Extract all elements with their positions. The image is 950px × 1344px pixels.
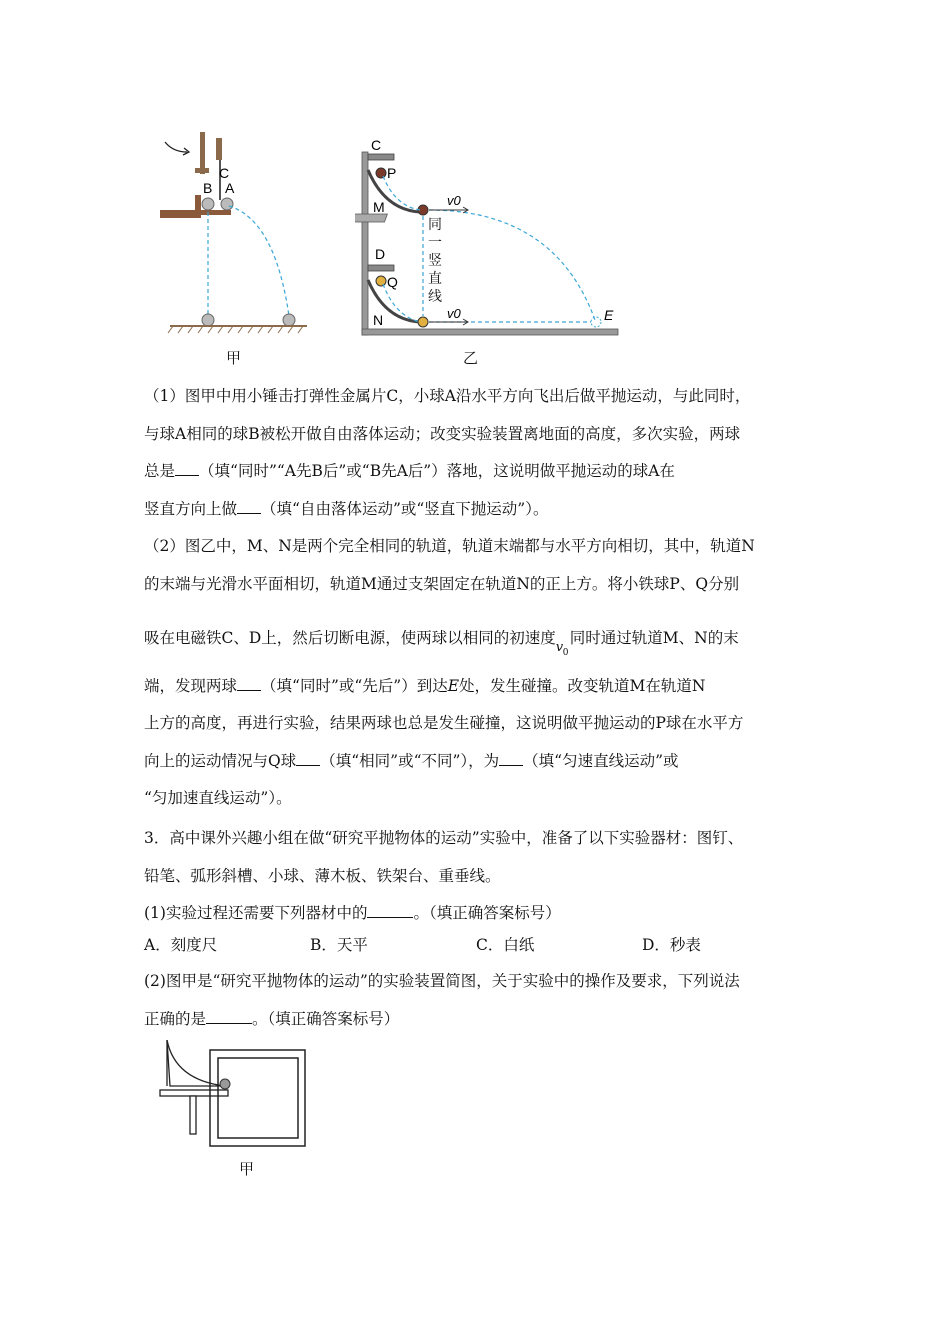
- point-e: E: [447, 676, 460, 695]
- label-d: D: [375, 246, 386, 262]
- label-v0-bottom: v0: [447, 306, 461, 321]
- text: 吸在电磁铁C、D上，然后切断电源，使两球以相同的初速度: [144, 629, 556, 647]
- label-p: P: [387, 165, 397, 181]
- option-c[interactable]: C．白纸: [476, 936, 535, 954]
- q2-part2-line4: [144, 668, 810, 706]
- label-e: E: [604, 307, 614, 323]
- q3-line1: 3．高中课外兴趣小组在做“研究平抛物体的运动”实验中，准备了以下实验器材：图钉、: [144, 829, 744, 847]
- q2-part1-line1: （1）图甲中用小锤击打弹性金属片C，小球A沿水平方向飞出后做平抛运动，与此同时，: [144, 387, 751, 405]
- figure-jia-bottom-apparatus: [155, 1040, 315, 1150]
- q2-part1-line4: [144, 491, 810, 529]
- q2-part2-line3: [144, 620, 810, 658]
- text: 同时通过轨道M、N的末: [569, 629, 739, 647]
- text: 处，发生碰撞。改变轨道M在轨道N: [459, 676, 706, 695]
- text: （填“相同”或“不同”），为: [320, 751, 500, 770]
- q3-sub2-line2: [144, 1001, 810, 1039]
- q2-part1-line3: [144, 453, 810, 491]
- answer-blank[interactable]: [206, 1007, 252, 1024]
- v-subscript: 0: [562, 648, 569, 658]
- text: （填“自由落体运动”或“竖直下抛运动”）。: [261, 499, 549, 518]
- q2-part2-line7: “匀加速直线运动”）。: [144, 789, 292, 807]
- answer-blank[interactable]: [237, 497, 261, 514]
- q2-part1: [144, 378, 810, 818]
- q2-part2-line5: 上方的高度，再进行实验，结果两球也总是发生碰撞，这说明做平抛运动的P球在水平方: [144, 714, 744, 732]
- label-vertical-line: 同一竖直线: [428, 217, 442, 305]
- text: （填“同时”或“先后”）到达: [261, 676, 448, 695]
- answer-blank[interactable]: [499, 749, 523, 766]
- text: 竖直方向上做: [144, 499, 238, 518]
- text: （填“匀速直线运动”或: [523, 751, 679, 770]
- figure-jia-apparatus: [155, 130, 325, 345]
- text: 端，发现两球: [144, 676, 238, 695]
- label-c: C: [219, 165, 230, 181]
- option-b[interactable]: B．天平: [310, 936, 368, 954]
- q2-part2-line1: （2）图乙中，M、N是两个完全相同的轨道，轨道末端都与水平方向相切，其中，轨道N: [144, 537, 755, 555]
- q3: [144, 820, 810, 933]
- q3-sub2: [144, 963, 810, 1038]
- figure-yi-apparatus: [355, 130, 625, 345]
- text: 正确的是: [144, 1009, 207, 1028]
- label-a: A: [225, 180, 235, 196]
- option-d[interactable]: D．秒表: [642, 936, 701, 954]
- text: （填“同时”“A先B后”或“B先A后”）落地，这说明做平抛运动的球A在: [199, 462, 675, 480]
- text: 。（填正确答案标号）: [252, 1009, 400, 1028]
- q3-line2: 铅笔、弧形斜槽、小球、薄木板、铁架台、重垂线。: [144, 866, 501, 885]
- q2-part2-line6: [144, 743, 810, 781]
- answer-blank[interactable]: [367, 902, 413, 919]
- text: 向上的运动情况与Q球: [144, 751, 297, 770]
- q2-part1-line2: 与球A相同的球B被松开做自由落体运动；改变实验装置离地面的高度，多次实验，两球: [144, 424, 741, 443]
- answer-blank[interactable]: [175, 460, 199, 477]
- v-letter: v: [555, 640, 564, 655]
- text: 总是: [144, 462, 176, 480]
- option-a[interactable]: A．刻度尺: [144, 936, 218, 954]
- text: 。（填正确答案标号）: [413, 904, 561, 922]
- label-m: M: [373, 199, 385, 215]
- label-v0-top: v0: [447, 193, 461, 208]
- answer-blank[interactable]: [296, 749, 320, 766]
- figure-jia-bottom-caption: 甲: [239, 1160, 255, 1178]
- text: (1)实验过程还需要下列器材中的: [144, 904, 368, 922]
- label-b: B: [203, 180, 213, 196]
- label-n: N: [373, 312, 384, 328]
- figure-yi-caption: 乙: [463, 349, 479, 367]
- label-q: Q: [387, 274, 398, 290]
- q2-part2-line2: 的末端与光滑水平面相切，轨道M通过支架固定在轨道N的正上方。将小铁球P、Q分别: [144, 574, 740, 593]
- q3-sub1: [144, 895, 810, 933]
- label-c: C: [371, 137, 382, 153]
- q3-sub2-line1: (2)图甲是“研究平抛物体的运动”的实验装置简图，关于实验中的操作及要求，下列说法: [144, 972, 740, 990]
- answer-blank[interactable]: [237, 674, 261, 691]
- figure-jia-caption: 甲: [226, 349, 242, 367]
